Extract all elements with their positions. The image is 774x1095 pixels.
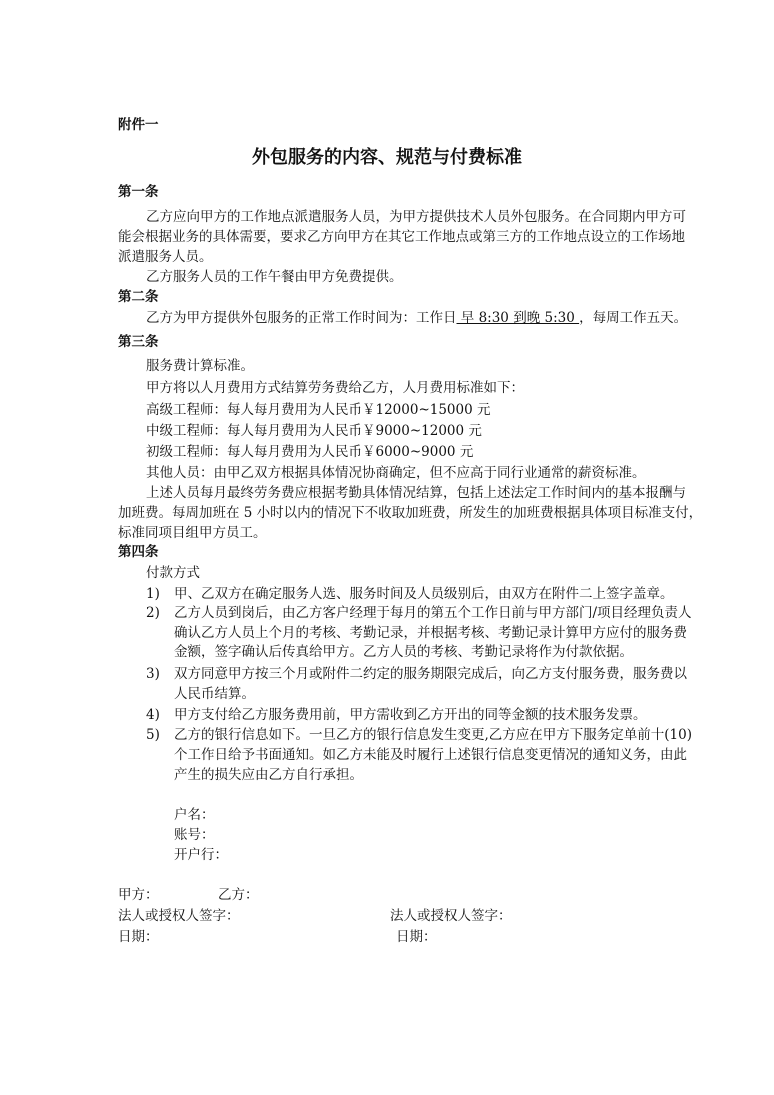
fee-junior: 初级工程师：每人每月费用为人民币￥6000~9000 元 xyxy=(146,444,474,460)
fee-method: 甲方将以人月费用方式结算劳务费给乙方，人月费用标准如下： xyxy=(146,380,524,396)
list-item-line: 产生的损失应由乙方自行承担。 xyxy=(174,767,363,783)
list-item-line: 甲方支付给乙方服务费用前，甲方需收到乙方开出的同等金额的技术服务发票。 xyxy=(174,707,647,723)
work-time-suffix: ，每周工作五天。 xyxy=(579,310,688,326)
list-item-line: 金额，签字确认后传真给甲方。乙方人员的考核、考勤记录将作为付款依据。 xyxy=(174,644,633,660)
article-2-heading: 第二条 xyxy=(118,289,159,305)
fee-mid: 中级工程师：每人每月费用为人民币￥9000~12000 元 xyxy=(146,423,482,439)
payment-method-label: 付款方式 xyxy=(146,565,200,581)
article-1-heading: 第一条 xyxy=(118,184,159,200)
article-4-heading: 第四条 xyxy=(118,544,159,560)
article-3-line: 上述人员每月最终劳务费应根据考勤具体情况结算，包括上述法定工作时间内的基本报酬与 xyxy=(146,485,686,501)
article-3-line: 标准同项目组甲方员工。 xyxy=(118,525,267,541)
party-b-date: 日期： xyxy=(396,929,437,945)
party-b-label: 乙方： xyxy=(218,887,259,903)
list-item-line: 人民币结算。 xyxy=(174,686,255,702)
party-a-signature: 法人或授权人签字： xyxy=(118,908,240,924)
article-2-line xyxy=(146,309,687,327)
list-item-line: 乙方的银行信息如下。一旦乙方的银行信息发生变更,乙方应在甲方下服务定单前十(10) xyxy=(174,727,693,743)
bank-account-number: 账号： xyxy=(174,827,215,843)
list-item-line: 个工作日给予书面通知。如乙方未能及时履行上述银行信息变更情况的通知义务，由此 xyxy=(174,747,687,763)
work-time-prefix: 乙方为甲方提供外包服务的正常工作时间为：工作日 xyxy=(146,310,457,326)
article-1-line: 能会根据业务的具体需要，要求乙方向甲方在其它工作地点或第三方的工作地点设立的工作场地 xyxy=(118,229,685,245)
party-a-date: 日期： xyxy=(118,929,159,945)
list-number: 1) xyxy=(146,586,160,602)
fee-other: 其他人员：由甲乙双方根据具体情况协商确定，但不应高于同行业通常的薪资标准。 xyxy=(146,465,646,481)
document-title: 外包服务的内容、规范与付费标准 xyxy=(252,147,522,168)
list-item-line: 甲、乙双方在确定服务人选、服务时间及人员级别后，由双方在附件二上签字盖章。 xyxy=(174,586,674,602)
article-3-line: 加班费。每周加班在 5 小时以内的情况下不收取加班费，所发生的加班费根据具体项目标准支付， xyxy=(118,505,703,521)
list-number: 2) xyxy=(146,605,160,621)
list-number: 5) xyxy=(146,727,160,743)
attachment-label: 附件一 xyxy=(118,117,159,133)
bank-account-name: 户名： xyxy=(174,807,215,823)
party-a-label: 甲方： xyxy=(118,887,159,903)
bank-branch: 开户行： xyxy=(174,847,228,863)
article-1-line: 乙方应向甲方的工作地点派遣服务人员，为甲方提供技术人员外包服务。在合同期内甲方可 xyxy=(146,209,686,225)
work-hours: 早 8:30 到晚 5:30 xyxy=(456,310,580,326)
list-number: 3) xyxy=(146,666,160,682)
article-3-heading: 第三条 xyxy=(118,334,159,350)
list-item-line: 双方同意甲方按三个月或附件二约定的服务期限完成后，向乙方支付服务费，服务费以 xyxy=(174,666,687,682)
list-item-line: 乙方人员到岗后，由乙方客户经理于每月的第五个工作日前与甲方部门/项目经理负责人 xyxy=(174,605,692,621)
fee-standard-label: 服务费计算标准。 xyxy=(146,358,254,374)
party-b-signature: 法人或授权人签字： xyxy=(390,908,512,924)
fee-senior: 高级工程师：每人每月费用为人民币￥12000~15000 元 xyxy=(146,402,491,418)
list-number: 4) xyxy=(146,707,160,723)
list-item-line: 确认乙方人员上个月的考核、考勤记录，并根据考核、考勤记录计算甲方应付的服务费 xyxy=(174,625,687,641)
article-1-line: 派遣服务人员。 xyxy=(118,249,213,265)
article-1-lunch: 乙方服务人员的工作午餐由甲方免费提供。 xyxy=(146,269,403,285)
